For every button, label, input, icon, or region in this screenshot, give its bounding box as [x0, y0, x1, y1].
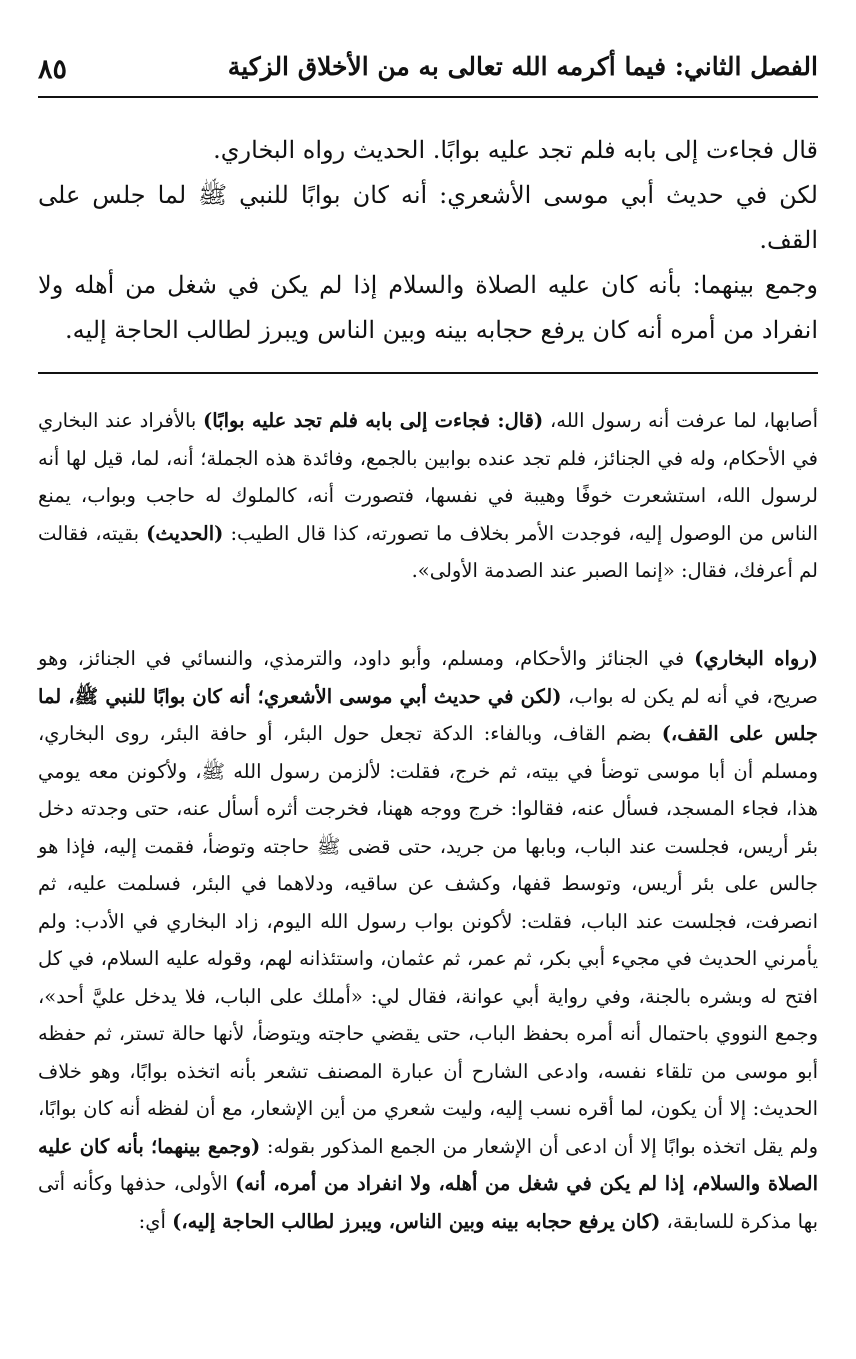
quoted-matn: (الحديث)	[146, 521, 224, 545]
main-text	[38, 128, 818, 353]
page-header	[38, 50, 818, 98]
commentary-paragraph-2	[38, 640, 818, 1240]
quoted-matn: (وجمع بينهما؛ بأنه كان عليه الصلاة والسلام، إذا لم يكن في شغل من أهله، ولا انفراد من أمره، أنه)	[38, 1134, 818, 1195]
page-number: ٨٥	[38, 54, 68, 85]
commentary-text: أصابها، لما عرفت أنه رسول الله،	[543, 409, 818, 432]
main-paragraph-2: لكن في حديث أبي موسى الأشعري: أنه كان بوابًا للنبي ﷺ لما جلس على القف.	[38, 181, 818, 254]
quoted-matn: (كان يرفع حجابه بينه وبين الناس، ويبرز لطالب الحاجة إليه،)	[172, 1209, 661, 1233]
quoted-matn: (لكن في حديث أبي موسى الأشعري؛ أنه كان بوابًا للنبي ﷺ، لما جلس على القف،)	[38, 684, 818, 745]
section-divider	[38, 372, 818, 374]
main-paragraph-3: وجمع بينهما: بأنه كان عليه الصلاة والسلام إذا لم يكن في شغل من أهله ولا انفراد من أمره أنه كان يرفع حجابه بينه وبين الناس ويبرز لطالب الحاجة إليه.	[38, 271, 818, 344]
commentary-text: بضم القاف، وبالفاء: الدكة تجعل حول البئر، أو حافة البئر، روى البخاري، ومسلم أن أبا موسى توضأ في بيته، ثم خرج، فقلت: لألزمن رسول الله ﷺ، ولأكونن معه يومي هذا، فجاء المسجد، فسأل عنه، فقالوا: خرج ووجه ههنا، فخرجت أثره أسأل عنه، حتى وجدته دخل بئر أريس، فجلست عند الباب، وبابها من جريد، حتى قضى ﷺ حاجته وتوضأ، فقمت إليه، فإذا هو جالس على بئر أريس، وتوسط قفها، وكشف عن ساقيه، ودلاهما في البئر، فسلمت عليه، ثم انصرفت، فجلست عند الباب، فقلت: لأكونن بواب رسول الله اليوم، زاد البخاري في الأدب: ولم يأمرني الحديث في مجيء أبي بكر، ثم عمر، ثم عثمان، واستئذانه لهم، وقوله عليه السلام، في كل افتح له وبشره بالجنة، وفي رواية أبي عوانة، فقال لي: «أملك على الباب، فلا يدخل عليَّ أحد»، وجمع النووي باحتمال أنه أمره بحفظ الباب، حتى يقضي حاجته ويتوضأ، لأنها حالة تستر، ثم حفظه أبو موسى من تلقاء نفسه، وادعى الشارح أن عبارة المصنف تشعر بأنه اتخذه بوابًا، وهو خلاف الحديث: إلا أن يكون، لما أقره نسب إليه، وليت شعري من أين الإشعار، مع أن لفظه أنه كان بوابًا، ولم يقل اتخذه بوابًا إلا أن ادعى أن الإشعار من الجمع المذكور بقوله:	[38, 722, 819, 1158]
commentary-text: أي:	[138, 1209, 173, 1233]
quoted-matn: (قال: فجاءت إلى بابه فلم تجد عليه بوابًا)	[203, 409, 544, 432]
commentary-text: بالأفراد عند البخاري في الأحكام، وله في الجنائز، فلم تجد عنده بوابين بالجمع، وفائدة هذه الجملة؛ أنه، لما، قيل لها أنه لرسول الله، استشعرت خوفًا وهيبة في نفسها، فتصورت أنه، كالملوك له حاجب وبواب، يمنع الناس من الوصول إليه، فوجدت الأمر بخلاف ما تصورته، كذا قال الطيب:	[38, 409, 819, 545]
commentary-text: بقيته، فقالت لم أعرفك، فقال: «إنما الصبر عند الصدمة الأولى».	[38, 521, 818, 582]
commentary-paragraph-1	[38, 402, 818, 590]
main-paragraph-1: قال فجاءت إلى بابه فلم تجد عليه بوابًا. الحديث رواه البخاري.	[213, 136, 818, 164]
commentary-block-1	[38, 402, 818, 590]
quoted-matn: (رواه البخاري)	[694, 647, 818, 670]
header-rule	[38, 96, 818, 98]
commentary-block-2	[38, 640, 818, 1240]
chapter-title: الفصل الثاني: فيما أكرمه الله تعالى به من الأخلاق الزكية	[227, 52, 818, 81]
commentary-text: في الجنائز والأحكام، ومسلم، وأبو داود، والترمذي، والنسائي في الجنائز، وهو صريح، في أنه لم يكن له بواب،	[38, 647, 818, 708]
commentary-text: الأولى، حذفها وكأنه أتى بها مذكرة للسابقة،	[38, 1172, 818, 1233]
